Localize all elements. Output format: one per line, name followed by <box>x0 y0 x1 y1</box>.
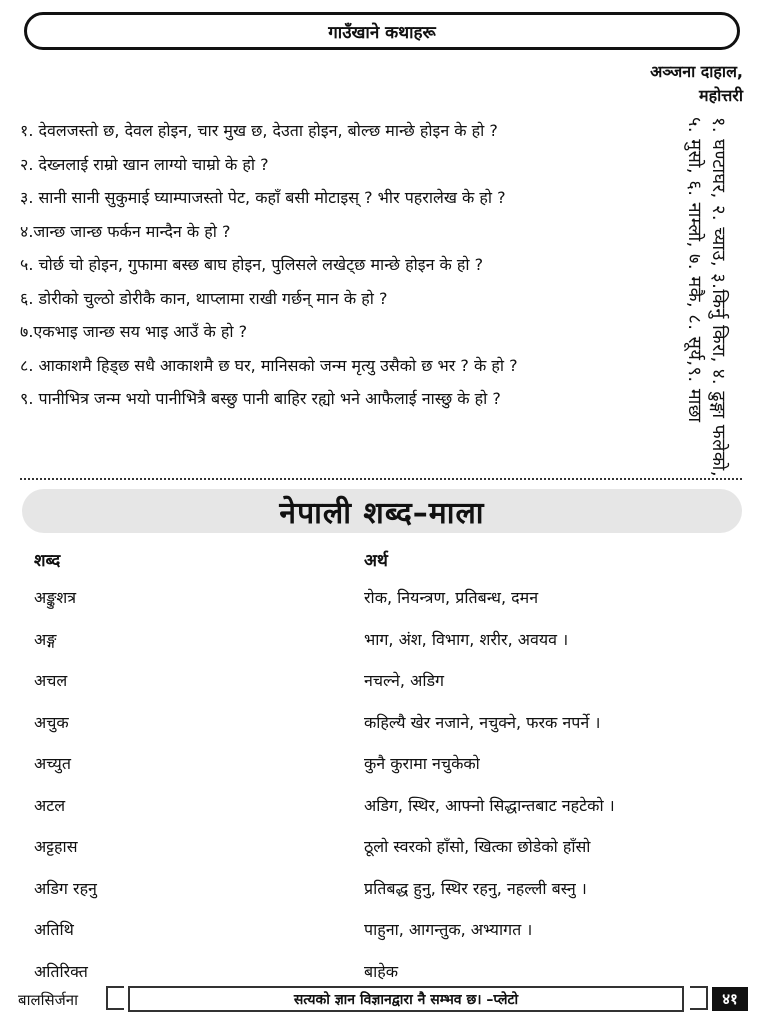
vocab-meaning: नचल्ने, अडिग <box>364 671 445 690</box>
riddle-list <box>20 114 660 416</box>
riddle-item: ८. आकाशमै हिड्छ सधै आकाशमै छ घर, मानिसको जन्म मृत्यु उसैको छ भर ? के हो ? <box>20 355 518 375</box>
section-title: नेपाली शब्द–माला <box>279 495 485 531</box>
footer-ornament-left <box>106 986 124 1010</box>
vocab-word: अचल <box>34 671 68 690</box>
vocab-meaning: बाहेक <box>364 961 399 981</box>
riddle-item: ९. पानीभित्र जन्म भयो पानीभित्रै बस्छु पानी बाहिर रह्यो भने आफैलाई नास्छु के हो ? <box>20 389 501 408</box>
riddle-item: २. देख्नलाई राम्रो खान लाग्यो चाम्रो के हो ? <box>20 154 269 174</box>
vocab-meaning: ठूलो स्वरको हाँसो, खित्का छोडेको हाँसो <box>364 837 591 856</box>
vocab-row <box>34 751 724 793</box>
column-header-word: शब्द <box>34 551 61 571</box>
footer-quote-box <box>128 986 684 1012</box>
vocab-word: अट्टहास <box>34 837 78 856</box>
vocab-header <box>34 548 724 574</box>
vocab-word: अटल <box>34 795 66 815</box>
footer-ornament-right <box>690 986 708 1010</box>
vocab-meaning: प्रतिबद्ध हुनु, स्थिर रहनु, नहल्ली बस्नु । <box>364 878 587 898</box>
footer-quote: सत्यको ज्ञान विज्ञानद्वारा नै सम्भव छ। –प्लेटो <box>293 991 519 1008</box>
vocab-meaning: भाग, अंश, विभाग, शरीर, अवयव । <box>364 629 569 649</box>
riddle-item: ७.एकभाइ जान्छ सय भाइ आउँ के हो ? <box>20 322 248 341</box>
riddle-item: ५. चोर्छ चो होइन, गुफामा बस्छ बाघ होइन, पुलिसले लखेट्छ मान्छे होइन के हो ? <box>20 255 484 274</box>
vocab-meaning: कहिल्यै खेर नजाने, नचुक्ने, फरक नपर्ने । <box>364 712 601 732</box>
vocab-word: अङ्कुशत्र <box>34 588 77 607</box>
vocab-row <box>34 793 724 835</box>
footer-magazine-name: बालसिर्जना <box>18 991 78 1009</box>
vocab-list <box>34 585 724 1000</box>
vocab-word: अच्युत <box>34 754 71 773</box>
riddle-item: ३. सानी सानी सुकुमाई घ्याम्पाजस्तो पेट, कहाँ बसी मोटाइस् ? भीर पहरालेख के हो ? <box>20 188 506 207</box>
vocab-meaning: पाहुना, आगन्तुक, अभ्यागत । <box>364 920 533 939</box>
vocab-meaning: कुनै कुरामा नचुकेको <box>364 754 480 773</box>
riddle-item: ६. डोरीको चुल्ठो डोरीकै कान, थाप्लामा राखी गर्छन् मान के हो ? <box>20 288 388 308</box>
vocab-row <box>34 876 724 918</box>
vocab-word: अतिथि <box>34 920 74 939</box>
dotted-divider <box>20 478 742 480</box>
vocab-row <box>34 585 724 627</box>
page-title: गाउँखाने कथाहरू <box>328 22 436 43</box>
vocab-row <box>34 710 724 752</box>
vocab-row <box>34 627 724 669</box>
vocab-row <box>34 668 724 710</box>
vocab-word: अङ्ग <box>34 629 57 649</box>
vocab-word: अतिरिक्त <box>34 961 88 981</box>
page-number: ४१ <box>712 987 748 1011</box>
author-name: अञ्जना दाहाल, <box>650 62 743 81</box>
author-block <box>650 60 743 108</box>
section-banner <box>22 489 742 533</box>
author-place: महोत्तरी <box>699 86 743 105</box>
vocab-meaning: अडिग, स्थिर, आफ्नो सिद्धान्तबाट नहटेको । <box>364 795 615 815</box>
vocab-row <box>34 917 724 959</box>
riddle-item: १. देवलजस्तो छ, देवल होइन, चार मुख छ, देउता होइन, बोल्छ मान्छे होइन के हो ? <box>20 121 498 140</box>
vocab-row <box>34 834 724 876</box>
vocab-meaning: रोक, नियन्त्रण, प्रतिबन्ध, दमन <box>364 588 539 607</box>
riddle-item: ४.जान्छ जान्छ फर्कन मान्दैन के हो ? <box>20 221 231 241</box>
vocab-word: अडिग रहनु <box>34 878 97 898</box>
riddle-answers: १. घण्टाघर, २. च्याउ, ३.किर्नु किरा, ४. ढुङ्गा फलेको, ५. मुसो, ६. नाम्लो, ७. मकै, ८. सूर्य,९. माछा <box>684 117 729 478</box>
page-title-box <box>24 12 740 50</box>
column-header-meaning: अर्थ <box>364 551 388 571</box>
vocab-word: अचुक <box>34 712 69 732</box>
